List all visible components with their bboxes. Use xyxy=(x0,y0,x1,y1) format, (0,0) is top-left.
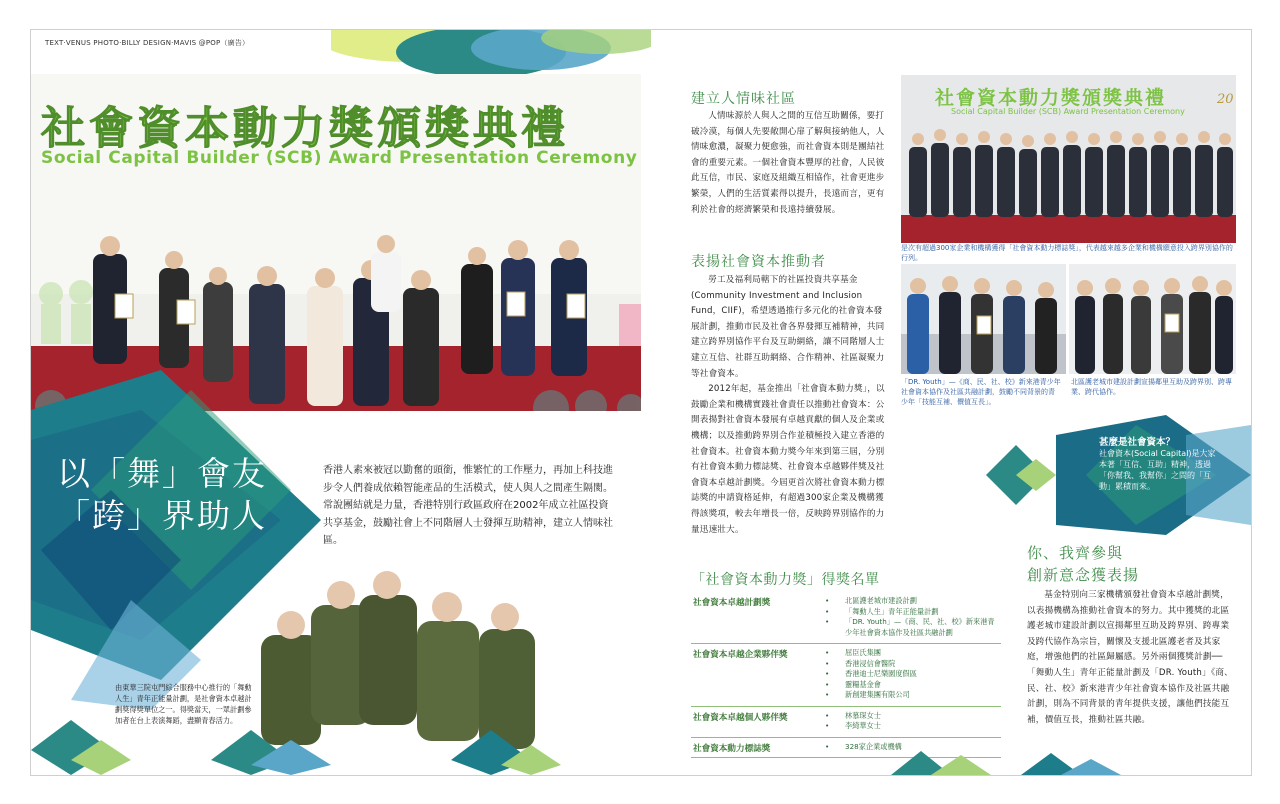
award-category: 社會資本動力標誌獎 xyxy=(693,743,771,754)
award-item: • 「DR. Youth」—《商、民、社、校》新來港青少年社會資本協作及社區共融計劃 xyxy=(825,617,1001,638)
section-head-promoters: 表揚社會資本推動者 xyxy=(691,254,826,270)
photo-title-zh: 社會資本動力獎頒獎典禮 xyxy=(935,87,1167,109)
caption-dr-youth: 「DR. Youth」—《商、民、社、校》新來港青少年社會資本協作及社區共融計劃，鼓勵不同背景的青少年「技能互補、價值互長」。 xyxy=(901,378,1061,406)
award-item: • 「舞動人生」青年正能量計劃 xyxy=(825,607,1001,618)
award-row xyxy=(691,592,1001,644)
social-capital-question: 甚麼是社會資本？ xyxy=(1099,437,1176,448)
credit-line: TEXT‧VENUS PHOTO‧BILLY DESIGN‧MAVIS @POP（廣告） xyxy=(45,39,250,47)
section-body-community xyxy=(691,109,889,218)
awards-table xyxy=(691,592,1001,758)
award-item: • 香港迪士尼樂園度假區 xyxy=(825,669,1001,680)
final-heading xyxy=(1027,542,1139,586)
award-item: • 新創建集團有限公司 xyxy=(825,690,1001,701)
dr-youth-image xyxy=(901,264,1066,374)
left-headline-line1: 以「舞」會友 xyxy=(57,454,267,493)
caption-north-district: 北區護老城市建設計劃宣揚鄰里互助及跨界別、跨專業、跨代協作。 xyxy=(1071,378,1232,396)
hero-photo xyxy=(31,74,641,411)
hero-title-en: Social Capital Builder (SCB) Award Presentation Ceremony xyxy=(41,148,638,168)
dancer-caption: 由東華三院屯門綜合服務中心推行的「舞動人生」青年正能量計劃，是社會資本卓越計劃獎得獎單位之一。得獎當天，一眾計劃參加者在台上表演舞蹈，盡顯青春活力。 xyxy=(115,683,252,725)
ceremony-photo xyxy=(901,75,1236,243)
dr-youth-photo xyxy=(901,264,1066,374)
paragraph: 勞工及福利局轄下的社區投資共享基金(Community Investment and Inclusion Fund，CIIF)，希望透過推行多元化的社會資本發展計劃，推動市民及社會各界發揮互補精神，共同建立跨界別協作平台及互助網絡，讓不同階層人士建立互信、社群互助網絡、合作精神、社區凝聚力等社會資本。 xyxy=(691,275,885,379)
award-category: 社會資本卓越企業夥伴獎 xyxy=(693,650,788,660)
intro-paragraph: 香港人素來被冠以勤奮的頭銜，惟繁忙的工作壓力，再加上科技進步令人們養成依賴智能產品的生活模式，使人與人之間產生隔閡。常說團結就是力量，香港特別行政區政府在2002年成立社區投資共享基金，鼓勵社會上不同階層人士發揮互助精神，建立人情味社區。 xyxy=(323,465,613,546)
north-district-photo xyxy=(1069,264,1236,374)
decorative-diamonds-bottom-left xyxy=(31,720,571,775)
award-item: • 靈糧基金會 xyxy=(825,680,1001,691)
award-row xyxy=(691,707,1001,738)
award-row xyxy=(691,644,1001,707)
award-item: • 林慕琛女士 xyxy=(825,711,1001,722)
award-item: • 328家企業或機構 xyxy=(825,742,1001,753)
paragraph: 2012年起，基金推出「社會資本動力獎」，以鼓勵企業和機構實踐社會責任以推動社會資本：公開表揚對社會資本發展有卓越貢獻的個人及企業或機構；以及推動跨界別合作並積極投入建立香港的社會資本。社會資本動力獎今年來到第三屆，分別有社會資本動力標誌獎、社會資本卓越夥伴獎及社會資本卓越計劃獎。今屆更首次將社會資本動力標誌獎的申請資格延伸，有超過300家企業及機構獲得該獎項，較去年增長一倍，反映跨界別協作的力量迅速壯大。 xyxy=(691,384,885,535)
final-heading-line1: 你、我齊參與 xyxy=(1027,544,1124,562)
final-heading-line2: 創新意念獲表揚 xyxy=(1027,566,1140,584)
award-item: • 北區護老城市建設計劃 xyxy=(825,596,1001,607)
caption-top: 是次有超過300家企業和機構獲得「社會資本動力標誌獎」，代表越來越多企業和機構願意投入跨界別協作的行列。 xyxy=(901,244,1233,262)
social-capital-answer: 社會資本(Social Capital)是大家本著「互信、互助」精神，透過「你幫我、我幫你」之間的「互動」累積而來。 xyxy=(1099,449,1216,491)
photo-title-en: Social Capital Builder (SCB) Award Presentation Ceremony xyxy=(951,107,1185,116)
section-head-community: 建立人情味社區 xyxy=(691,91,796,107)
award-item: • 香港浸信會醫院 xyxy=(825,659,1001,670)
award-item: • 李綺華女士 xyxy=(825,721,1001,732)
awards-heading: 「社會資本動力獎」得獎名單 xyxy=(691,572,880,588)
magazine-spread xyxy=(30,29,1252,776)
final-body xyxy=(1027,588,1237,728)
section-body-promoters xyxy=(691,273,889,538)
award-category: 社會資本卓越計劃獎 xyxy=(693,598,771,608)
paragraph: 人情味源於人與人之間的互信互助關係，要打破冷漠，每個人先要敞開心扉了解與接納他人，人情味愈濃，凝聚力便愈強，而社會資本則是團結社會的重要元素。一個社會資本豐厚的社會，人民彼此互信，市民、家庭及組織互相協作，社會更進步繁榮，人們的生活質素得以提升，長遠而言，更有利於社會的經濟繁榮和長遠持續發展。 xyxy=(691,111,885,215)
social-capital-box xyxy=(1099,437,1219,492)
north-district-image xyxy=(1069,264,1236,374)
hero-title-zh: 社會資本動力獎頒獎典禮 xyxy=(41,103,569,154)
left-headline-line2: 「跨」界助人 xyxy=(57,496,267,535)
left-headline xyxy=(57,453,267,537)
decorative-diamonds-bottom-right xyxy=(891,745,1251,775)
page-number: 20 xyxy=(1217,92,1234,107)
paragraph: 基金特別向三家機構頒發社會資本卓越計劃獎，以表揚機構為推動社會資本的努力。其中獲獎的北區護老城市建設計劃以宣揚鄰里互助及跨界別、跨專業及跨代協作為宗旨，關懷及支援北區護老者及其家庭，增強他們的社區歸屬感。另外兩個獲獎計劃──「舞動人生」青年正能量計劃及「DR. Youth」《商、民、社、校》新來港青少年社會資本協作及社區共融計劃，則為不同背景的青年提供支援，讓他們技能互補，價值互長，推動社區共融。 xyxy=(1027,590,1233,725)
group-photo-image xyxy=(901,117,1236,243)
award-item: • 屈臣氏集團 xyxy=(825,648,1001,659)
award-category: 社會資本卓越個人夥伴獎 xyxy=(693,712,788,723)
